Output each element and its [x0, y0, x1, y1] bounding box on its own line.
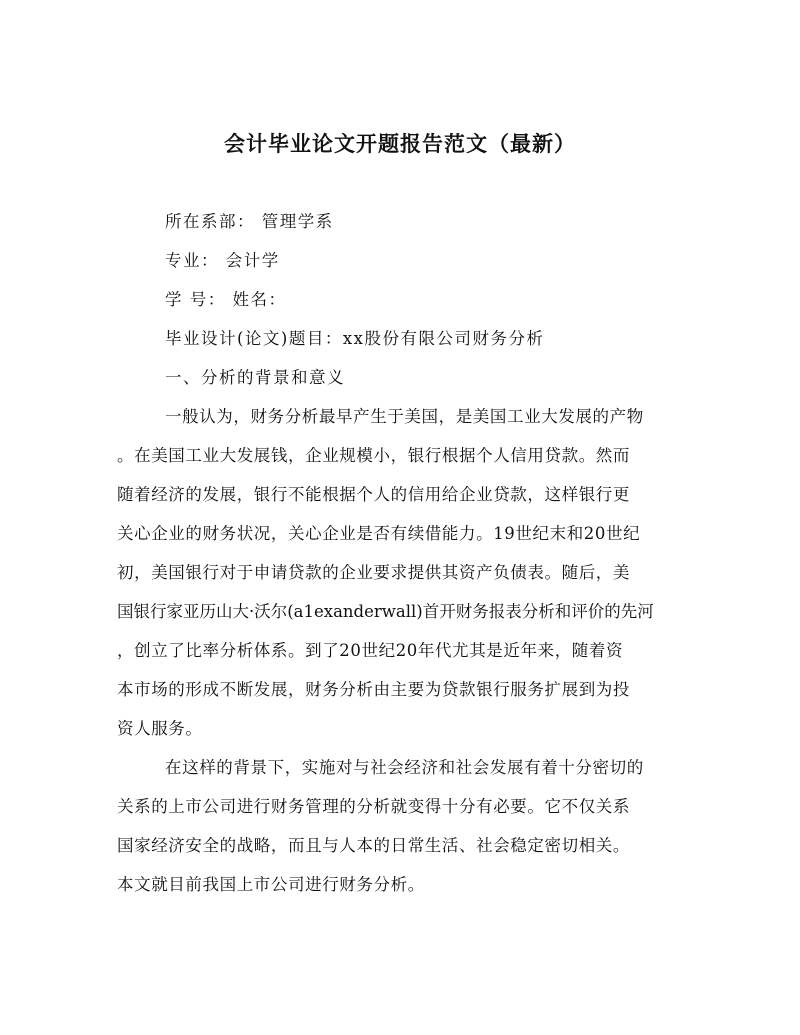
paragraph-line: 资人服务。 [117, 719, 203, 738]
paragraph-line: 随着经济的发展，银行不能根据个人的信用给企业贷款，这样银行更 [117, 485, 630, 504]
department-line: 所在系部： 管理学系 [165, 212, 334, 231]
paragraph-line: 本市场的形成不断发展，财务分析由主要为贷款银行服务扩展到为投 [117, 680, 630, 699]
student-id-name-line: 学 号： 姓名： [165, 290, 287, 309]
document-title: 会计毕业论文开题报告范文（最新） [224, 131, 576, 156]
paragraph-line: 关系的上市公司进行财务管理的分析就变得十分有必要。它不仅关系 [117, 797, 630, 816]
thesis-topic-line: 毕业设计(论文)题目：xx股份有限公司财务分析 [165, 329, 545, 348]
paragraph-line: 关心企业的财务状况，关心企业是否有续借能力。19世纪末和20世纪 [117, 524, 641, 543]
paragraph-line: 本文就目前我国上市公司进行财务分析。 [117, 875, 425, 894]
paragraph-line: 国银行家亚历山大·沃尔(a1exanderwall)首开财务报表分析和评价的先河 [117, 602, 654, 621]
paragraph-line: 初，美国银行对于申请贷款的企业要求提供其资产负债表。随后，美 [117, 563, 630, 582]
paragraph-line: 国家经济安全的战略，而且与人本的日常生活、社会稳定密切相关。 [117, 836, 630, 855]
paragraph-line: 。在美国工业大发展钱，企业规模小，银行根据个人信用贷款。然而 [117, 446, 630, 465]
paragraph-line: 一般认为，财务分析最早产生于美国，是美国工业大发展的产物 [165, 407, 644, 426]
paragraph-line: 在这样的背景下，实施对与社会经济和社会发展有着十分密切的 [165, 758, 644, 777]
paragraph-line: ，创立了比率分析体系。到了20世纪20年代尤其是近年来，随着资 [117, 641, 624, 660]
major-line: 专业： 会计学 [165, 251, 280, 270]
section-heading: 一、分析的背景和意义 [165, 368, 345, 387]
